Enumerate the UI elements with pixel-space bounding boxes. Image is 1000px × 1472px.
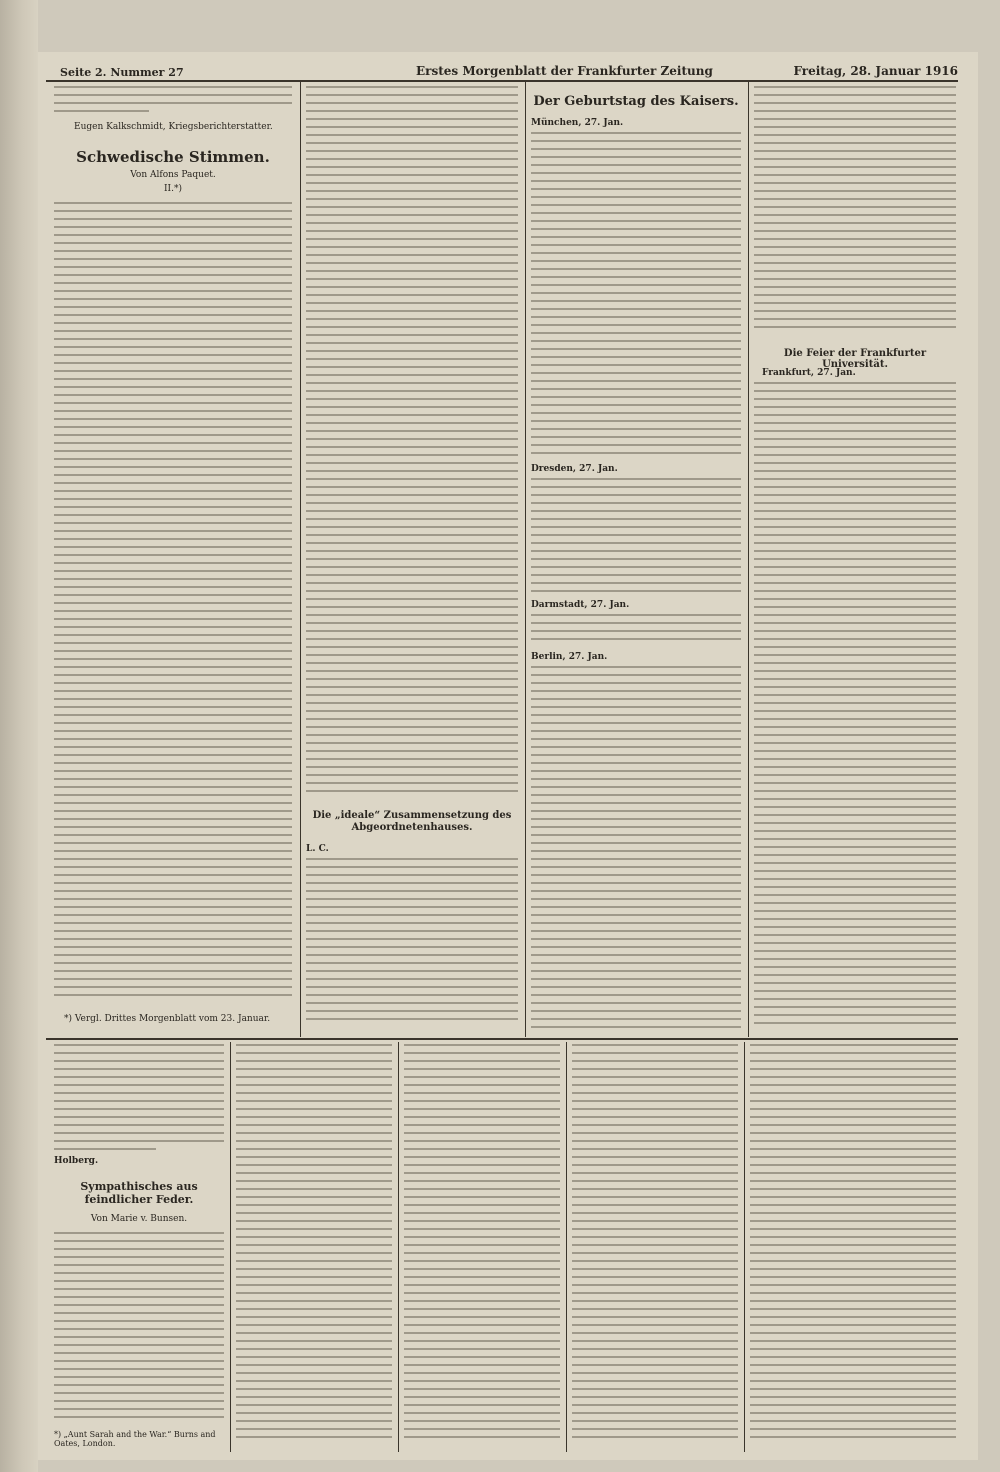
column-rule <box>230 1042 231 1452</box>
article-title: Der Geburtstag des Kaisers. <box>533 94 739 109</box>
article-title: Die Feier der Frankfurter Universität. <box>783 348 927 370</box>
section-divider <box>46 1038 958 1040</box>
dateline: Frankfurt, 27. Jan. <box>762 368 856 378</box>
column-rule <box>566 1042 567 1452</box>
article-body <box>531 614 741 650</box>
column-rule <box>748 82 749 1037</box>
article-column-4 <box>754 86 956 1036</box>
article-body <box>750 1044 956 1449</box>
author-signature: Eugen Kalkschmidt, Kriegsberichterstatter. <box>74 122 273 132</box>
article-column-2 <box>306 86 518 1036</box>
article-body-lower-5 <box>750 1044 956 1449</box>
dateline: Berlin, 27. Jan. <box>531 652 608 662</box>
header-date: Freitag, 28. Januar 1916 <box>793 64 958 78</box>
column-rule <box>398 1042 399 1452</box>
column-rule <box>744 1042 745 1452</box>
article-body <box>531 132 741 462</box>
article-geburtstag-des-kaisers <box>531 86 741 1036</box>
article-part: II.*) <box>164 184 182 194</box>
subsection-title: Die „ideale“ Zusammensetzung des Abgeordnetenhauses. <box>312 810 512 833</box>
article-body <box>306 86 518 796</box>
dateline: Dresden, 27. Jan. <box>531 464 618 474</box>
article-body-lower-3 <box>404 1044 560 1449</box>
article-body <box>54 1232 224 1426</box>
dateline: Darmstadt, 27. Jan. <box>531 600 630 610</box>
article-body <box>754 382 956 1034</box>
page-binding <box>0 0 38 1472</box>
article-title: Sympathisches aus feindlicher Feder. <box>80 1180 198 1206</box>
footnote: *) „Aunt Sarah and the War.“ Burns and Oates, London. <box>54 1430 216 1448</box>
article-title: Schwedische Stimmen. <box>76 148 270 166</box>
article-schwedische-stimmen <box>54 86 292 1036</box>
article-body <box>531 478 741 598</box>
article-byline: Von Marie v. Bunsen. <box>90 1214 188 1224</box>
column-rule <box>525 82 526 1037</box>
page-header <box>46 60 958 82</box>
column-rule <box>300 82 301 1037</box>
article-body <box>531 666 741 1034</box>
article-body <box>54 202 292 1007</box>
article-body <box>572 1044 738 1449</box>
article-body <box>404 1044 560 1449</box>
article-byline: Von Alfons Paquet. <box>130 170 216 180</box>
article-body-lower-4 <box>572 1044 738 1449</box>
article-body <box>236 1044 392 1449</box>
article-body <box>754 86 956 336</box>
header-masthead: Erstes Morgenblatt der Frankfurter Zeitung <box>416 64 713 78</box>
subsection-lead: L. C. <box>306 844 329 854</box>
article-sympathisches <box>54 1044 224 1449</box>
text-block <box>54 86 292 122</box>
dateline: München, 27. Jan. <box>531 118 624 128</box>
footnote: *) Vergl. Drittes Morgenblatt vom 23. Januar. <box>64 1014 271 1024</box>
header-page-number: Seite 2. Nummer 27 <box>60 66 184 79</box>
article-body-lower-2 <box>236 1044 392 1449</box>
author-signature: Holberg. <box>54 1156 99 1166</box>
subsection-body <box>306 858 518 1028</box>
article-body <box>54 1044 224 1154</box>
